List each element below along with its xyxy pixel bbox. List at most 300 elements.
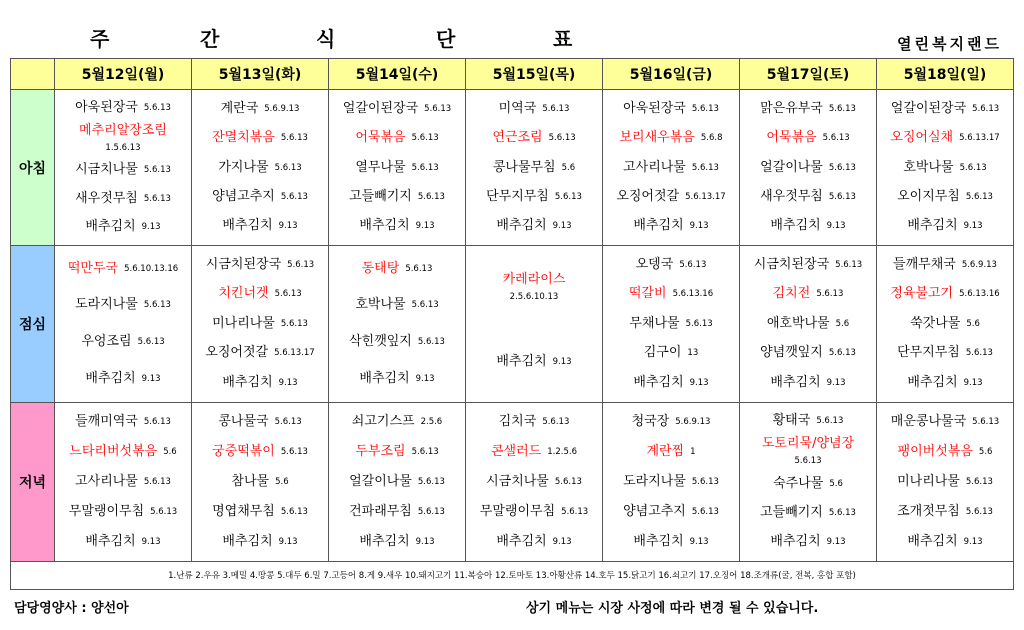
menu-item [194,280,326,308]
menu-item [605,183,737,211]
menu-cell [192,246,329,402]
dish-name: 배추김치 [85,218,136,234]
allergen-codes: 1.2.5.6 [547,446,577,457]
day-label: 5월15일(목) [492,67,576,83]
day-header [466,59,603,90]
dish-name: 얼갈이된장국 [342,100,419,116]
dish-name: 우엉조림 [81,334,132,350]
allergen-codes: 5.6.13.17 [274,348,315,359]
page-title-char: 식 [316,27,336,51]
menu-item [879,183,1011,211]
allergen-codes: 9.13 [141,374,161,385]
menu-item [331,468,463,496]
menu-item [742,310,874,338]
menu-cell [466,90,603,246]
weekly-menu-table [10,58,1014,590]
menu-item [742,183,874,211]
menu-cell [603,90,740,246]
menu-item-list [57,407,189,557]
menu-cell [603,246,740,402]
allergen-codes: 2.5.6.10.13 [509,291,559,302]
menu-item [468,498,600,526]
dish-name: 카레라이스 [502,271,566,287]
allergen-codes: 5.6.13 [965,506,993,517]
dish-name: 참나물 [231,473,270,489]
menu-item [194,310,326,338]
menu-item [468,212,600,240]
allergen-codes: 5.6.13 [280,133,308,144]
menu-item [331,498,463,526]
menu-item [879,528,1011,556]
day-header [192,59,329,90]
menu-item-list [331,407,463,557]
allergen-codes: 5.6.13 [143,193,171,204]
dish-name: 호박나물 [355,297,406,313]
allergen-codes: 9.13 [689,377,709,388]
menu-item [194,212,326,240]
menu-item [57,408,189,436]
allergen-codes: 5.6.13 [143,103,171,114]
allergen-codes: 5.6.13 [417,476,445,487]
allergen-codes: 5.6.13 [280,318,308,329]
dish-name: 배추김치 [359,218,410,234]
menu-item-list [57,94,189,241]
allergen-codes: 5.6.13 [287,259,315,270]
menu-cell [192,90,329,246]
dish-name: 쑥갓나물 [910,315,961,331]
allergen-codes: 9.13 [278,536,298,547]
allergen-codes: 5.6.9.13 [264,103,300,114]
allergen-codes: 5.6.13 [280,506,308,517]
dish-name: 떡만두국 [67,260,119,276]
dish-name: 양념깻잎지 [760,345,823,361]
menu-item [194,251,326,279]
allergen-codes: 5.6.13 [685,318,713,329]
allergen-codes: 9.13 [415,374,435,385]
dish-name: 배추김치 [85,371,136,387]
dish-name: 오이지무침 [897,189,960,205]
dish-name: 김치전 [772,286,811,302]
allergen-codes: 5.6.13 [691,506,719,517]
dish-name: 오징어젓갈 [205,345,269,361]
dish-name: 배추김치 [222,218,273,234]
allergen-codes: 5.6.13 [143,300,171,311]
menu-item [57,291,189,319]
dish-name: 배추김치 [496,533,547,549]
menu-item [742,470,874,498]
menu-cell [329,402,466,561]
meal-label-breakfast: 아침 [11,90,55,246]
allergen-codes: 9.13 [278,221,298,232]
menu-item [57,528,189,556]
dish-name: 아욱된장국 [623,100,686,116]
menu-item-list [331,250,463,397]
allergen-codes: 5.6.13 [822,133,850,144]
dish-name: 배추김치 [770,374,821,390]
menu-cell [740,246,877,402]
allergen-codes: 5.6.13 [542,103,570,114]
menu-item-list [194,250,326,397]
menu-item [742,212,874,240]
allergen-codes: 5.6.9.13 [961,259,997,270]
allergen-codes: 13 [687,348,699,359]
menu-item-list [605,250,737,397]
menu-cell [55,402,192,561]
dish-name: 시금치된장국 [205,256,282,272]
menu-cell [877,90,1014,246]
menu-item [742,124,874,152]
dish-name: 배추김치 [633,533,684,549]
dish-name: 도라지나물 [623,473,686,489]
menu-item-list [468,250,600,397]
allergen-codes: 5.6.13 [411,300,439,311]
menu-item [879,408,1011,436]
dish-name: 애호박나물 [766,315,830,331]
dish-name: 궁중떡볶이 [212,443,275,459]
menu-item [468,124,600,152]
allergen-codes: 5.6.13 [424,103,452,114]
day-label: 5월18일(일) [903,67,987,83]
day-label: 5월16일(금) [629,67,713,83]
menu-item [194,528,326,556]
menu-cell [329,246,466,402]
menu-item [879,154,1011,182]
dish-name: 새우젓무침 [760,189,823,205]
menu-item [57,123,189,156]
dish-name: 얼갈이나물 [349,473,412,489]
dish-name: 무말랭이무침 [68,503,145,519]
dish-name: 청국장 [631,413,670,429]
menu-cell [603,402,740,561]
menu-item [194,339,326,367]
dish-name: 배추김치 [633,374,684,390]
dish-name: 배추김치 [359,371,410,387]
dish-name: 호박나물 [903,159,954,175]
dish-name: 고사리나물 [75,473,138,489]
dish-name: 배추김치 [907,374,958,390]
dish-name: 삭힌깻잎지 [349,334,412,350]
allergen-codes: 5.6.13 [548,133,576,144]
lunch-row [11,246,1014,402]
menu-item [194,438,326,466]
allergen-codes: 5.6 [835,318,850,329]
dish-name: 아욱된장국 [75,100,138,116]
menu-item [605,438,737,466]
meal-label-dinner: 저녁 [11,402,55,561]
menu-cell [466,246,603,402]
legend-row [11,561,1014,589]
menu-item-list [605,407,737,557]
day-header [55,59,192,90]
menu-item [194,498,326,526]
dish-name: 배추김치 [907,533,958,549]
page-title-char: 표 [553,27,573,51]
menu-item [331,528,463,556]
menu-item [468,272,600,305]
day-label: 5월14일(수) [355,67,439,83]
menu-item [742,528,874,556]
dish-name: 배추김치 [496,353,547,369]
allergen-codes: 5.6.13 [554,476,582,487]
dish-name: 계란국 [220,100,259,116]
allergen-codes: 5.6 [561,162,576,173]
dietitian-name: 담당영양사 : 양선아 [14,601,129,616]
menu-item [742,154,874,182]
allergen-codes: 5.6.13 [417,337,445,348]
menu-item [194,154,326,182]
dish-name: 들깨무채국 [893,256,956,272]
day-header-row [11,59,1014,90]
menu-item [605,498,737,526]
menu-item [742,436,874,469]
dish-name: 어묵볶음 [355,130,406,146]
dish-name: 고들빼기지 [349,189,412,205]
menu-item [468,408,600,436]
page-title-char: 주 [90,27,110,51]
menu-item [331,408,463,436]
dish-name: 매운콩나물국 [890,413,967,429]
menu-change-notice: 상기 메뉴는 시장 사정에 따라 변경 될 수 있습니다. [526,601,819,616]
dish-name: 배추김치 [359,533,410,549]
menu-item [194,468,326,496]
title-bar [0,0,1024,58]
allergen-codes: 5.6 [163,446,177,457]
menu-item [879,212,1011,240]
allergen-codes: 5.6.13.16 [959,289,1000,300]
dish-name: 단무지무침 [486,189,549,205]
menu-item [468,154,600,182]
menu-item [331,154,463,182]
menu-cell [877,402,1014,561]
menu-item [194,95,326,123]
menu-cell [55,246,192,402]
day-label: 5월13일(화) [218,67,302,83]
header-corner [11,59,55,90]
menu-item-list [879,94,1011,241]
dish-name: 미나리나물 [897,473,960,489]
allergen-codes: 9.13 [689,221,709,232]
menu-item [331,95,463,123]
allergen-codes: 5.6.13 [542,416,570,427]
menu-item [605,468,737,496]
menu-item [194,124,326,152]
allergen-codes: 5.6.13.17 [685,192,726,203]
allergen-codes: 9.13 [826,537,846,548]
allergen-codes: 9.13 [278,377,298,388]
menu-item [194,369,326,397]
dish-name: 쇠고기스프 [351,413,415,429]
dish-name: 김치국 [498,413,537,429]
allergen-codes: 5.6 [275,476,289,487]
allergen-codes: 5.6.13 [972,416,1000,427]
menu-item-list [57,250,189,397]
menu-cell [740,90,877,246]
menu-item [194,183,326,211]
allergen-codes: 5.6.13 [143,165,171,176]
menu-item-list [879,250,1011,397]
allergen-codes: 9.13 [141,536,161,547]
breakfast-row [11,90,1014,246]
menu-item-list [194,407,326,557]
menu-item [468,438,600,466]
dish-name: 무채나물 [629,315,680,331]
allergen-codes: 9.13 [552,356,572,367]
allergen-codes: 5.6 [829,479,843,490]
dish-name: 양념고추지 [212,189,275,205]
dish-name: 연근조림 [492,130,543,146]
allergen-codes: 5.6.13 [150,506,178,517]
dish-name: 잔멸치볶음 [212,130,275,146]
menu-item [57,255,189,283]
allergen-codes: 5.6.13 [828,162,856,173]
allergen-codes: 5.6.13 [274,162,302,173]
allergen-codes: 5.6.13 [828,103,856,114]
day-header [740,59,877,90]
menu-item [605,408,737,436]
allergen-codes: 2.5.6 [420,416,443,427]
meal-label-lunch: 점심 [11,246,55,402]
dish-name: 단무지무침 [897,345,960,361]
dish-name: 새우젓무침 [75,190,138,206]
dish-name: 김구이 [643,345,682,361]
allergen-codes: 5.6.13 [972,103,1000,114]
day-label: 5월12일(월) [81,67,165,83]
dish-name: 떡갈비 [628,286,667,302]
allergen-codes: 5.6.13 [965,348,993,359]
menu-cell [329,90,466,246]
allergen-codes: 5.6.13 [828,192,856,203]
menu-item [468,468,600,496]
allergen-codes: 5.6.13 [835,259,863,270]
allergen-codes: 5.6.8 [700,133,723,144]
menu-item [742,369,874,397]
menu-item [57,365,189,393]
allergen-codes: 5.6.13 [959,162,987,173]
menu-item [331,255,463,283]
menu-item [605,280,737,308]
menu-item-list [879,407,1011,557]
menu-item-list [468,94,600,241]
allergen-codes: 9.13 [963,377,983,388]
organization-name: 열린복지랜드 [897,35,1002,53]
allergen-codes: 5.6.13 [405,263,433,274]
dish-name: 동태탕 [361,260,400,276]
dish-name: 건파래무침 [349,503,412,519]
allergen-codes: 5.6.13 [274,289,302,300]
dish-name: 미나리나물 [212,315,275,331]
dish-name: 맑은유부국 [760,100,823,116]
allergen-codes: 9.13 [826,377,846,388]
menu-item [879,280,1011,308]
menu-cell [192,402,329,561]
menu-item [742,339,874,367]
menu-cell [877,246,1014,402]
dish-name: 고사리나물 [623,159,686,175]
menu-item [879,251,1011,279]
allergen-codes: 5.6.13 [691,103,719,114]
menu-item [605,212,737,240]
allergen-codes: 5.6.13 [280,192,308,203]
menu-item [194,408,326,436]
dish-name: 배추김치 [496,218,547,234]
dish-name: 조개젓무침 [897,503,960,519]
allergen-codes: 5.6.13 [411,446,439,457]
allergen-codes: 5.6.13 [679,259,707,270]
day-header [603,59,740,90]
allergen-codes: 9.13 [415,536,435,547]
dish-name: 콩나물국 [218,413,269,429]
allergen-codes: 5.6.13 [411,162,439,173]
page-title-char: 단 [436,27,456,51]
allergen-codes: 1 [690,446,696,457]
allergen-codes: 9.13 [826,221,846,232]
menu-item [605,369,737,397]
menu-item [879,468,1011,496]
allergen-codes: 5.6.13 [143,476,171,487]
dish-name: 배추김치 [222,533,273,549]
menu-item [468,528,600,556]
allergen-codes: 5.6.13.17 [959,133,1000,144]
menu-item-list [468,407,600,557]
menu-item [879,339,1011,367]
allergen-codes: 5.6.13 [816,289,844,300]
dish-name: 숙주나물 [773,476,824,492]
menu-item [605,310,737,338]
menu-cell [740,402,877,561]
dish-name: 양념고추지 [623,503,686,519]
dish-name: 얼갈이나물 [760,159,823,175]
allergen-codes: 5.6.13 [417,192,445,203]
menu-item [468,95,600,123]
menu-item [605,124,737,152]
allergen-codes: 5.6.13 [965,192,993,203]
allergen-codes: 5.6.9.13 [675,416,711,427]
allergen-codes: 5.6.13 [828,508,856,519]
allergen-codes: 9.13 [141,221,161,232]
menu-item [605,528,737,556]
dish-name: 배추김치 [770,218,821,234]
allergen-codes: 5.6.13 [828,348,856,359]
dish-name: 도토리묵/양념장 [761,436,855,452]
allergen-legend: 1.난류 2.우유 3.메밀 4.땅콩 5.대두 6.밀 7.고등어 8.게 9.새우 10.돼지고기 11.복숭아 12.토마토 13.아황산류 14.호두 15.닭고기 16.쇠고기 17.오징어 18.조개류(굴, 전복, 홍합 포함) [11,561,1014,589]
dish-name: 계란찜 [646,443,685,459]
dish-name: 두부조림 [355,443,406,459]
allergen-codes: 5.6.10.13.16 [124,263,179,274]
menu-item [468,348,600,376]
dish-name: 명엽채무침 [212,503,275,519]
menu-item [331,124,463,152]
dish-name: 배추김치 [907,218,958,234]
menu-item [57,468,189,496]
dish-name: 정육불고기 [890,286,954,302]
day-label: 5월17일(토) [766,67,850,83]
menu-item-list [605,94,737,241]
dish-name: 고들빼기지 [760,505,823,521]
allergen-codes: 5.6.13 [561,506,589,517]
menu-item [331,291,463,319]
menu-item-list [194,94,326,241]
menu-item [331,212,463,240]
allergen-codes: 5.6.13 [137,337,165,348]
dish-name: 들깨미역국 [75,413,138,429]
menu-item [605,154,737,182]
menu-item [879,498,1011,526]
allergen-codes: 9.13 [963,536,983,547]
menu-item [879,124,1011,152]
dish-name: 배추김치 [633,218,684,234]
dish-name: 가지나물 [218,159,269,175]
menu-item [57,185,189,213]
